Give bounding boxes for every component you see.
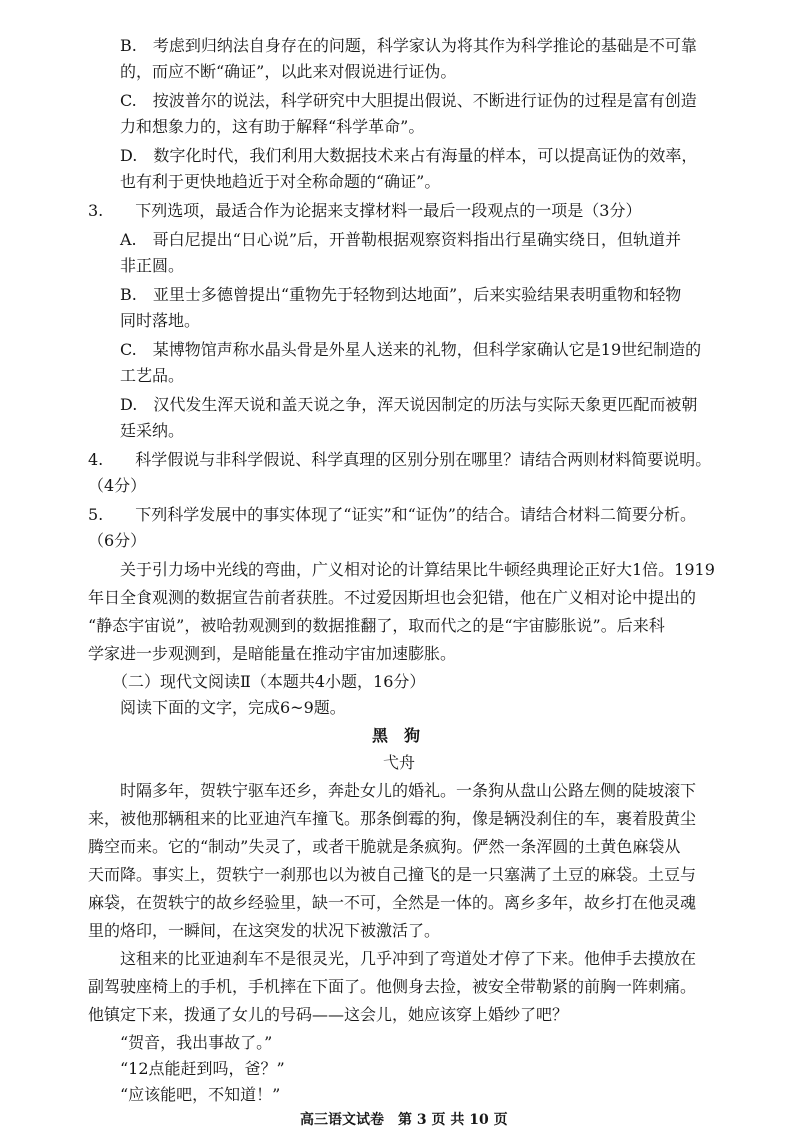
q2-option-b-line1: B. 考虑到归纳法自身存在的问题，科学家认为将其作为科学推论的基础是不可靠 — [120, 36, 697, 55]
q5-material-line1: 关于引力场中光线的弯曲，广义相对论的计算结果比牛顿经典理论正好大1倍。1919 — [120, 560, 715, 579]
story-title: 黑 狗 — [372, 726, 421, 745]
section-instruction: 阅读下面的文字，完成6~9题。 — [120, 698, 346, 717]
q5-stem-line1: 5. 下列科学发展中的事实体现了“证实”和“证伪”的结合。请结合材料二简要分析。 — [88, 505, 696, 524]
story-dialogue: “12点能赶到吗，爸？” — [120, 1059, 285, 1078]
q5-material-line2: 年日全食观测的数据宣告前者获胜。不过爱因斯坦也会犯错，他在广义相对论中提出的 — [88, 588, 697, 607]
q3-option-c-line2: 工艺品。 — [120, 366, 185, 385]
story-dialogue: “应该能吧，不知道！” — [120, 1085, 281, 1104]
story-author: 弋舟 — [383, 753, 416, 772]
q3-option-d-line1: D. 汉代发生浑天说和盖天说之争，浑天说因制定的历法与实际天象更匹配而被朝 — [120, 395, 698, 414]
story-line: 腾空而来。它的“制动”失灵了，或者干脆就是条疯狗。俨然一条浑圆的土黄色麻袋从 — [88, 837, 681, 856]
story-line: 他镇定下来，拨通了女儿的号码——这会儿，她应该穿上婚纱了吧？ — [88, 1005, 569, 1024]
story-line: 里的烙印，一瞬间，在这突发的状况下被激活了。 — [88, 921, 441, 940]
q2-option-d-line2: 也有利于更快地趋近于对全称命题的“确证”。 — [120, 172, 441, 191]
story-line: 副驾驶座椅上的手机，手机摔在下面了。他侧身去捡，被安全带勒紧的前胸一阵刺痛。 — [88, 977, 697, 996]
q3-option-c-line1: C. 某博物馆声称水晶头骨是外星人送来的礼物，但科学家确认它是19世纪制造的 — [120, 340, 702, 359]
story-line: 时隔多年，贺轶宁驱车还乡，奔赴女儿的婚礼。一条狗从盘山公路左侧的陡坡滚下 — [120, 781, 697, 800]
story-line: 天而降。事实上，贺轶宁一刹那也以为被自己撞飞的是一只塞满了土豆的麻袋。土豆与 — [88, 865, 697, 884]
q5-material-line4: 学家进一步观测到，是暗能量在推动宇宙加速膨胀。 — [88, 644, 457, 663]
q2-option-d-line1: D. 数字化时代，我们利用大数据技术来占有海量的样本，可以提高证伪的效率， — [120, 146, 698, 165]
q3-stem: 3. 下列选项，最适合作为论据来支撑材料一最后一段观点的一项是（3分） — [88, 201, 642, 220]
q2-option-b-line2: 的，而应不断“确证”，以此来对假说进行证伪。 — [120, 62, 457, 81]
section-heading: （二）现代文阅读Ⅱ（本题共4小题，16分） — [112, 672, 426, 691]
story-line: 这租来的比亚迪刹车不是很灵光，几乎冲到了弯道处才停了下来。他伸手去摸放在 — [120, 949, 697, 968]
q3-option-b-line2: 同时落地。 — [120, 311, 201, 330]
q3-option-b-line1: B. 亚里士多德曾提出“重物先于轻物到达地面”，后来实验结果表明重物和轻物 — [120, 285, 682, 304]
story-line: 麻袋，在贺轶宁的故乡经验里，缺一不可，全然是一体的。离乡多年，故乡打在他灵魂 — [88, 893, 697, 912]
story-dialogue: “贺音，我出事故了。” — [120, 1033, 273, 1052]
q2-option-c-line1: C. 按波普尔的说法，科学研究中大胆提出假说、不断进行证伪的过程是富有创造 — [120, 91, 697, 110]
q3-option-a-line1: A. 哥白尼提出“日心说”后，开普勒根据观察资料指出行星确实绕日，但轨道并 — [120, 230, 682, 249]
q3-option-a-line2: 非正圆。 — [120, 256, 185, 275]
q5-stem-line2: （6分） — [88, 531, 147, 550]
page-footer: 高三语文试卷 第 3 页 共 10 页 — [300, 1112, 508, 1128]
q5-material-line3: “静态宇宙说”，被哈勃观测到的数据推翻了，取而代之的是“宇宙膨胀说”。后来科 — [88, 616, 665, 635]
q4-stem-line2: （4分） — [88, 476, 147, 495]
q3-option-d-line2: 廷采纳。 — [120, 421, 185, 440]
q4-stem-line1: 4. 科学假说与非科学假说、科学真理的区别分别在哪里？请结合两则材料简要说明。 — [88, 450, 712, 469]
story-line: 来，被他那辆租来的比亚迪汽车撞飞。那条倒霉的狗，像是辆没刹住的车，裹着股黄尘 — [88, 809, 697, 828]
q2-option-c-line2: 力和想象力的，这有助于解释“科学革命”。 — [120, 117, 425, 136]
